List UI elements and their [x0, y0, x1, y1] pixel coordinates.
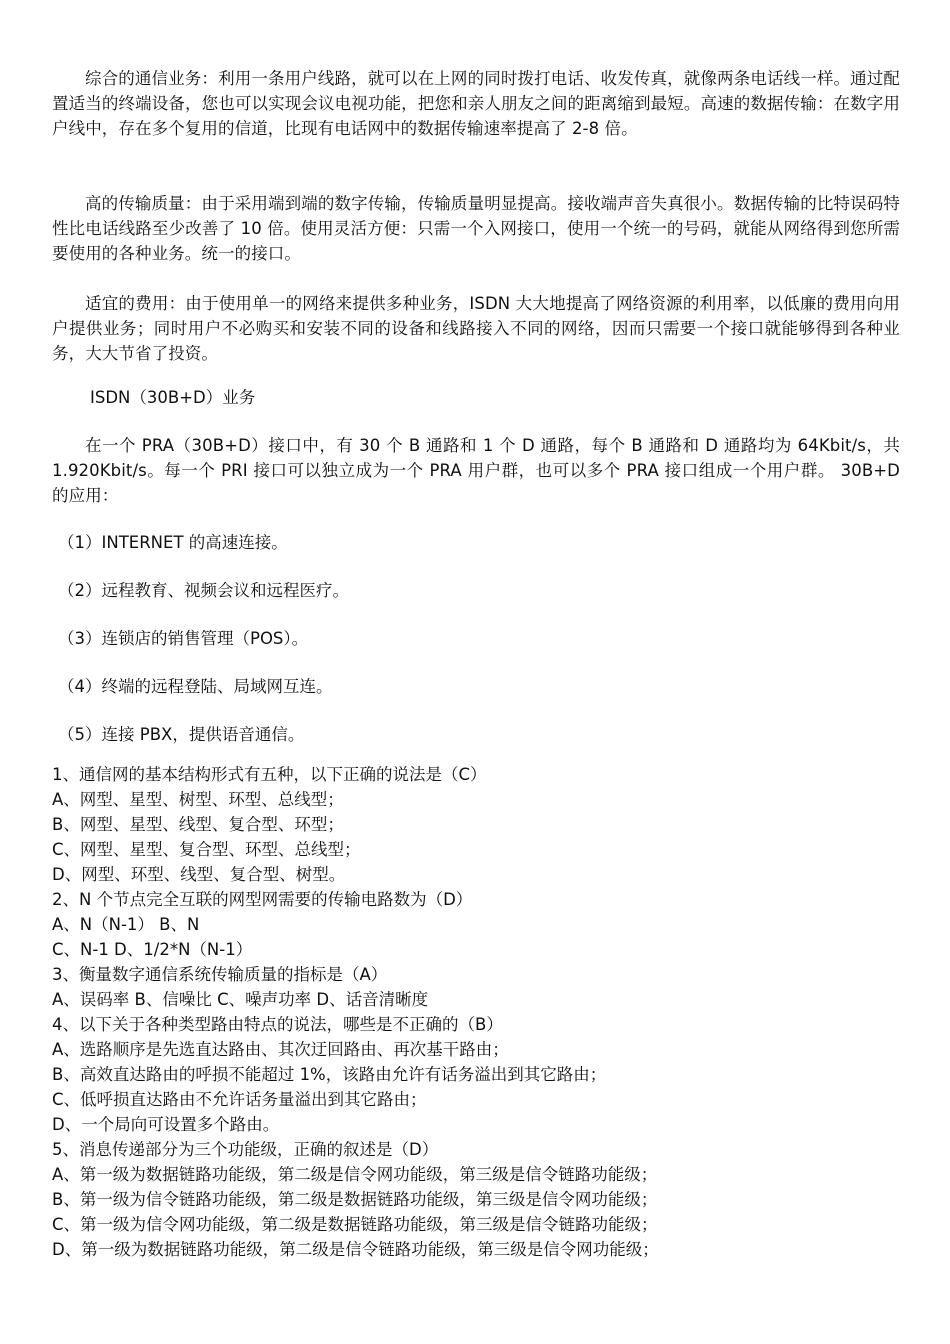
- answer-option: A、网型、星型、树型、环型、总线型；: [52, 790, 344, 809]
- question-line: 3、衡量数字通信系统传输质量的指标是（A）: [52, 965, 388, 984]
- answer-option: C、低呼损直达路由不允许话务量溢出到其它路由；: [52, 1090, 427, 1109]
- paragraph-transmission-quality: 高的传输质量：由于采用端到端的数字传输，传输质量明显提高。接收端声音失真很小。数据传输的比特误码特性比电话线路至少改善了 10 倍。使用灵活方便：只需一个入网接口，使用一个统一的号码，就能从网络得到您所需要使用的各种业务。统一的接口。: [52, 194, 900, 263]
- answer-option: A、N（N-1） B、N: [52, 915, 200, 934]
- question-line: 5、消息传递部分为三个功能级，正确的叙述是（D）: [52, 1140, 439, 1159]
- answer-option: D、一个局向可设置多个路由。: [52, 1115, 280, 1134]
- answer-option: A、选路顺序是先选直达路由、其次迂回路由、再次基干路由；: [52, 1040, 509, 1059]
- answer-option: C、N-1 D、1/2*N（N-1）: [52, 940, 253, 959]
- application-item: （3）连锁店的销售管理（POS）。: [58, 629, 309, 648]
- application-item: （5）连接 PBX，提供语音通信。: [58, 725, 305, 744]
- paragraph-cost: 适宜的费用：由于使用单一的网络来提供多种业务，ISDN 大大地提高了网络资源的利用率，以低廉的费用向用户提供业务；同时用户不必购买和安装不同的设备和线路接入不同的网络，因而只需要一个接口就能够得到各种业务，大大节省了投资。: [52, 294, 900, 363]
- answer-option: C、网型、星型、复合型、环型、总线型；: [52, 840, 361, 859]
- question-line: 2、N 个节点完全互联的网型网需要的传输电路数为（D）: [52, 890, 473, 909]
- answer-option: A、第一级为数据链路功能级，第二级是信令网功能级，第三级是信令链路功能级；: [52, 1165, 658, 1184]
- answer-option: A、误码率 B、信噪比 C、噪声功率 D、话音清晰度: [52, 990, 429, 1009]
- paragraph-integrated-services: 综合的通信业务：利用一条用户线路，就可以在上网的同时拨打电话、收发传真，就像两条电话线一样。通过配置适当的终端设备，您也可以实现会议电视功能，把您和亲人朋友之间的距离缩到最短。高速的数据传输：在数字用户线中，存在多个复用的信道，比现有电话网中的数据传输速率提高了 2-8 倍。: [52, 69, 900, 138]
- question-line: 1、通信网的基本结构形式有五种，以下正确的说法是（C）: [52, 765, 487, 784]
- section-heading: ISDN（30B+D）业务: [90, 388, 256, 407]
- question-list: [52, 762, 912, 1262]
- question-line: 4、以下关于各种类型路由特点的说法，哪些是不正确的（B）: [52, 1015, 503, 1034]
- answer-option: B、高效直达路由的呼损不能超过 1%，该路由允许有话务溢出到其它路由；: [52, 1065, 607, 1084]
- answer-option: C、第一级为信令网功能级，第二级是数据链路功能级，第三级是信令链路功能级；: [52, 1215, 658, 1234]
- answer-option: B、第一级为信令链路功能级，第二级是数据链路功能级，第三级是信令网功能级；: [52, 1190, 658, 1209]
- application-item: （4）终端的远程登陆、局域网互连。: [58, 677, 333, 696]
- paragraph-pra: 在一个 PRA（30B+D）接口中，有 30 个 B 通路和 1 个 D 通路，每个 B 通路和 D 通路均为 64Kbit/s，共 1.920Kbit/s。每一个 PRI 接口可以独立成为一个 PRA 用户群，也可以多个 PRA 接口组成一个用户群。 30B+D 的应用：: [52, 436, 900, 505]
- answer-option: D、网型、环型、线型、复合型、树型。: [52, 865, 346, 884]
- answer-option: B、网型、星型、线型、复合型、环型；: [52, 815, 344, 834]
- answer-option: D、第一级为数据链路功能级，第二级是信令链路功能级，第三级是信令网功能级；: [52, 1240, 659, 1259]
- application-item: （2）远程教育、视频会议和远程医疗。: [58, 581, 349, 600]
- application-item: （1）INTERNET 的高速连接。: [58, 533, 288, 552]
